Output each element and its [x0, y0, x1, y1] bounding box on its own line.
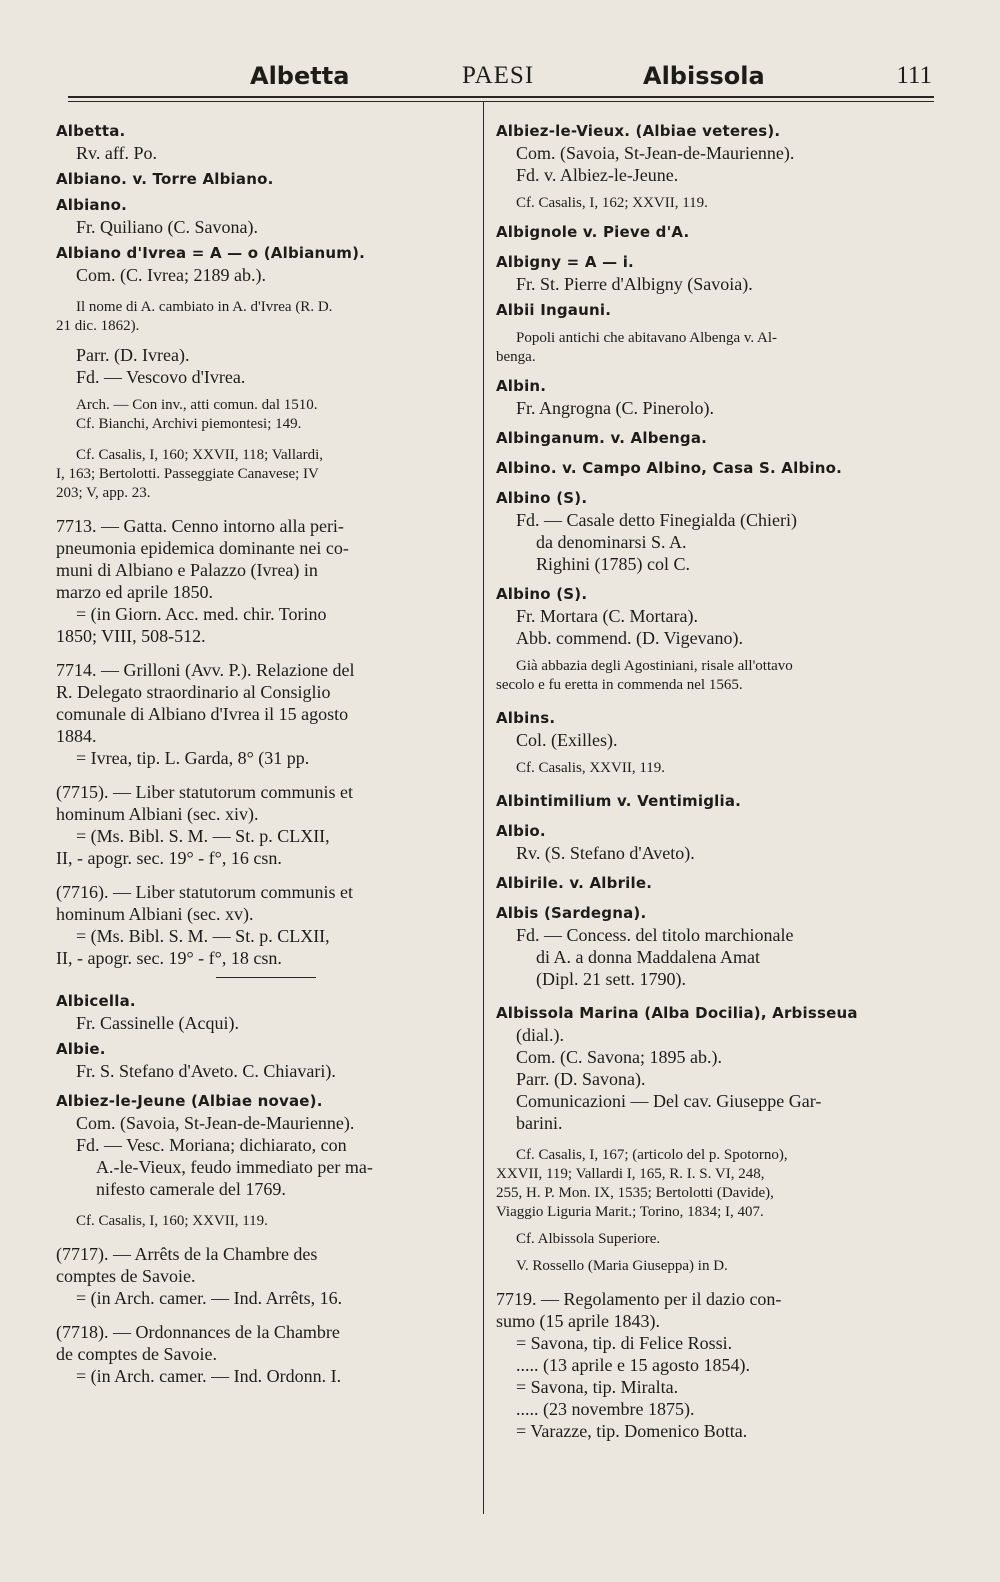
entry-text-line: barini.	[516, 1113, 563, 1133]
entry-headword: Albino (S).	[496, 585, 588, 603]
entry-headword: Albirile. v. Albrile.	[496, 874, 653, 892]
header-section-title: PAESI	[462, 62, 535, 89]
entry-text-line: = Savona, tip. di Felice Rossi.	[516, 1333, 733, 1353]
entry-headword: Albis (Sardegna).	[496, 904, 647, 922]
entry-text-line: 1884.	[56, 726, 97, 746]
entry-text-line: XXVII, 119; Vallardi I, 165, R. I. S. VI, 248,	[496, 1166, 765, 1182]
entry-text-line: (7715). — Liber statutorum communis et	[56, 782, 353, 802]
entry-text-line: sumo (15 aprile 1843).	[496, 1311, 660, 1331]
entry-text-line: Parr. (D. Savona).	[516, 1069, 646, 1089]
entry-text-line: de comptes de Savoie.	[56, 1344, 217, 1364]
header-right-headword: Albissola	[643, 62, 765, 90]
entry-text-line: Già abbazia degli Agostiniani, risale all'ottavo	[516, 658, 793, 674]
entry-text-line: Popoli antichi che abitavano Albenga v. Al-	[516, 330, 778, 346]
entry-text-line: marzo ed aprile 1850.	[56, 582, 213, 602]
entry-text-line: comptes de Savoie.	[56, 1266, 196, 1286]
entry-text-line: Cf. Bianchi, Archivi piemontesi; 149.	[76, 416, 302, 432]
entry-text-line: = (in Giorn. Acc. med. chir. Torino	[76, 604, 327, 624]
entry-headword: Albiano d'Ivrea = A — o (Albianum).	[56, 244, 366, 262]
entry-text-line: Cf. Albissola Superiore.	[516, 1231, 661, 1247]
entry-text-line: 7719. — Regolamento per il dazio con-	[496, 1289, 782, 1309]
column-separator	[483, 102, 484, 1514]
entry-text-line: II, - apogr. sec. 19° - f°, 18 csn.	[56, 948, 282, 968]
left-column	[56, 120, 476, 1387]
entry-text-line: Fr. Angrogna (C. Pinerolo).	[516, 398, 714, 418]
entry-headword: Albinganum. v. Albenga.	[496, 429, 708, 447]
entry-text-line: Com. (Savoia, St-Jean-de-Maurienne).	[516, 143, 795, 163]
entry-text-line: ..... (13 aprile e 15 agosto 1854).	[516, 1355, 750, 1375]
entry-text-line: Cf. Casalis, I, 160; XXVII, 118; Vallardi,	[76, 447, 324, 463]
entry-headword: Albii Ingauni.	[496, 301, 612, 319]
header-rule-top	[68, 96, 934, 98]
entry-text-line: Fr. Cassinelle (Acqui).	[76, 1013, 239, 1033]
entry-text-line: (Dipl. 21 sett. 1790).	[536, 969, 686, 989]
entry-text-line: R. Delegato straordinario al Consiglio	[56, 682, 331, 702]
entry-text-line: (7718). — Ordonnances de la Chambre	[56, 1322, 340, 1342]
entry-text-line: Fd. — Concess. del titolo marchionale	[516, 925, 794, 945]
header-left-headword: Albetta	[250, 62, 350, 90]
entry-text-line: 203; V, app. 23.	[56, 485, 151, 501]
entry-text-line: nifesto camerale del 1769.	[96, 1179, 286, 1199]
entry-text-line: I, 163; Bertolotti. Passeggiate Canavese; IV	[56, 466, 319, 482]
entry-headword: Albetta.	[56, 122, 126, 140]
entry-text-line: Cf. Casalis, I, 167; (articolo del p. Spotorno),	[516, 1147, 788, 1163]
entry-headword: Albie.	[56, 1040, 106, 1058]
entry-headword: Albiano.	[56, 196, 128, 214]
entry-headword: Albins.	[496, 709, 556, 727]
entry-headword: Albissola Marina (Alba Docilia), Arbisseua	[496, 1004, 858, 1022]
entry-text-line: secolo e fu eretta in commenda nel 1565.	[496, 677, 743, 693]
entry-text-line: ..... (23 novembre 1875).	[516, 1399, 695, 1419]
entry-text-line: Col. (Exilles).	[516, 730, 618, 750]
entry-headword: Albignole v. Pieve d'A.	[496, 223, 690, 241]
entry-text-line: di A. a donna Maddalena Amat	[536, 947, 760, 967]
entry-text-line: Arch. — Con inv., atti comun. dal 1510.	[76, 397, 318, 413]
entry-headword: Albino. v. Campo Albino, Casa S. Albino.	[496, 459, 843, 477]
entry-text-line: 7713. — Gatta. Cenno intorno alla peri-	[56, 516, 344, 536]
entry-text-line: Rv. aff. Po.	[76, 143, 157, 163]
entry-text-line: Com. (C. Savona; 1895 ab.).	[516, 1047, 722, 1067]
entry-text-line: 7714. — Grilloni (Avv. P.). Relazione del	[56, 660, 355, 680]
entry-text-line: (dial.).	[516, 1025, 564, 1045]
entry-headword: Albio.	[496, 822, 546, 840]
entry-text-line: 255, H. P. Mon. IX, 1535; Bertolotti (Davide),	[496, 1185, 774, 1201]
entry-text-line: A.-le-Vieux, feudo immediato per ma-	[96, 1157, 373, 1177]
entry-text-line: Cf. Casalis, XXVII, 119.	[516, 760, 666, 776]
entry-text-line: = (in Arch. camer. — Ind. Ordonn. I.	[76, 1366, 342, 1386]
entry-headword: Albigny = A — i.	[496, 253, 634, 271]
entry-text-line: Rv. (S. Stefano d'Aveto).	[516, 843, 695, 863]
entry-headword: Albin.	[496, 377, 547, 395]
entry-text-line: = Ivrea, tip. L. Garda, 8° (31 pp.	[76, 748, 310, 768]
entry-text-line: Fd. — Casale detto Finegialda (Chieri)	[516, 510, 797, 530]
right-column	[496, 120, 926, 1442]
entry-headword: Albicella.	[56, 992, 136, 1010]
entry-text-line: Righini (1785) col C.	[536, 554, 690, 574]
entry-text-line: = Savona, tip. Miraltа.	[516, 1377, 679, 1397]
entry-text-line: Fd. — Vesc. Moriana; dichiarato, con	[76, 1135, 347, 1155]
entry-text-line: = (Ms. Bibl. S. M. — St. p. CLXII,	[76, 826, 330, 846]
entry-headword: Albiano. v. Torre Albiano.	[56, 170, 274, 188]
entry-text-line: = (in Arch. camer. — Ind. Arrêts, 16.	[76, 1288, 343, 1308]
entry-text-line: V. Rossello (Maria Giuseppa) in D.	[516, 1258, 728, 1274]
entry-text-line: = (Ms. Bibl. S. M. — St. p. CLXII,	[76, 926, 330, 946]
entry-text-line: Fd. — Vescovo d'Ivrea.	[76, 367, 246, 387]
entry-text-line: Com. (Savoia, St-Jean-de-Maurienne).	[76, 1113, 355, 1133]
entry-text-line: Fd. v. Albiez-le-Jeune.	[516, 165, 679, 185]
entry-text-line: II, - apogr. sec. 19° - f°, 16 csn.	[56, 848, 282, 868]
entry-headword: Albiez-le-Jeune (Albiae novae).	[56, 1092, 323, 1110]
entry-text-line: Com. (C. Ivrea; 2189 ab.).	[76, 265, 266, 285]
entry-text-line: muni di Albiano e Palazzo (Ivrea) in	[56, 560, 318, 580]
entry-text-line: Parr. (D. Ivrea).	[76, 345, 190, 365]
entry-text-line: Abb. commend. (D. Vigevano).	[516, 628, 744, 648]
entry-text-line: Viaggio Liguria Marit.; Torino, 1834; I, 407.	[496, 1204, 764, 1220]
entry-text-line: Il nome di A. cambiato in A. d'Ivrea (R. D.	[76, 299, 333, 315]
entry-text-line: comunale di Albiano d'Ivrea il 15 agosto	[56, 704, 349, 724]
entry-text-line: Fr. Mortara (C. Mortara).	[516, 606, 698, 626]
entry-text-line: hominum Albiani (sec. xv).	[56, 904, 254, 924]
entry-text-line: 21 dic. 1862).	[56, 318, 140, 334]
entry-text-line: (7717). — Arrêts de la Chambre des	[56, 1244, 318, 1264]
entry-text-line: benga.	[496, 349, 536, 365]
entry-text-line: Cf. Casalis, I, 162; XXVII, 119.	[516, 195, 708, 211]
header-rule-bottom	[68, 101, 934, 102]
entry-headword: Albiez-le-Vieux. (Albiae veteres).	[496, 122, 781, 140]
entry-headword: Albino (S).	[496, 489, 588, 507]
entry-headword: Albintimilium v. Ventimiglia.	[496, 792, 742, 810]
entry-text-line: (7716). — Liber statutorum communis et	[56, 882, 353, 902]
entry-text-line: da denominarsi S. A.	[536, 532, 687, 552]
entry-text-line: Fr. S. Stefano d'Aveto. C. Chiavari).	[76, 1061, 336, 1081]
entry-text-line: pneumonia epidemica dominante nei co-	[56, 538, 349, 558]
page-header	[70, 62, 932, 98]
entry-text-line: Comunicazioni — Del cav. Giuseppe Gar-	[516, 1091, 822, 1111]
entry-text-line: Fr. St. Pierre d'Albigny (Savoia).	[516, 274, 753, 294]
entry-text-line: 1850; VIII, 508-512.	[56, 626, 206, 646]
entry-text-line: Cf. Casalis, I, 160; XXVII, 119.	[76, 1213, 268, 1229]
entry-text-line: = Varazze, tip. Domenico Botta.	[516, 1421, 748, 1441]
section-divider	[216, 977, 316, 978]
entry-text-line: Fr. Quiliano (C. Savona).	[76, 217, 258, 237]
page-number: 111	[896, 62, 932, 89]
entry-text-line: hominum Albiani (sec. xiv).	[56, 804, 259, 824]
